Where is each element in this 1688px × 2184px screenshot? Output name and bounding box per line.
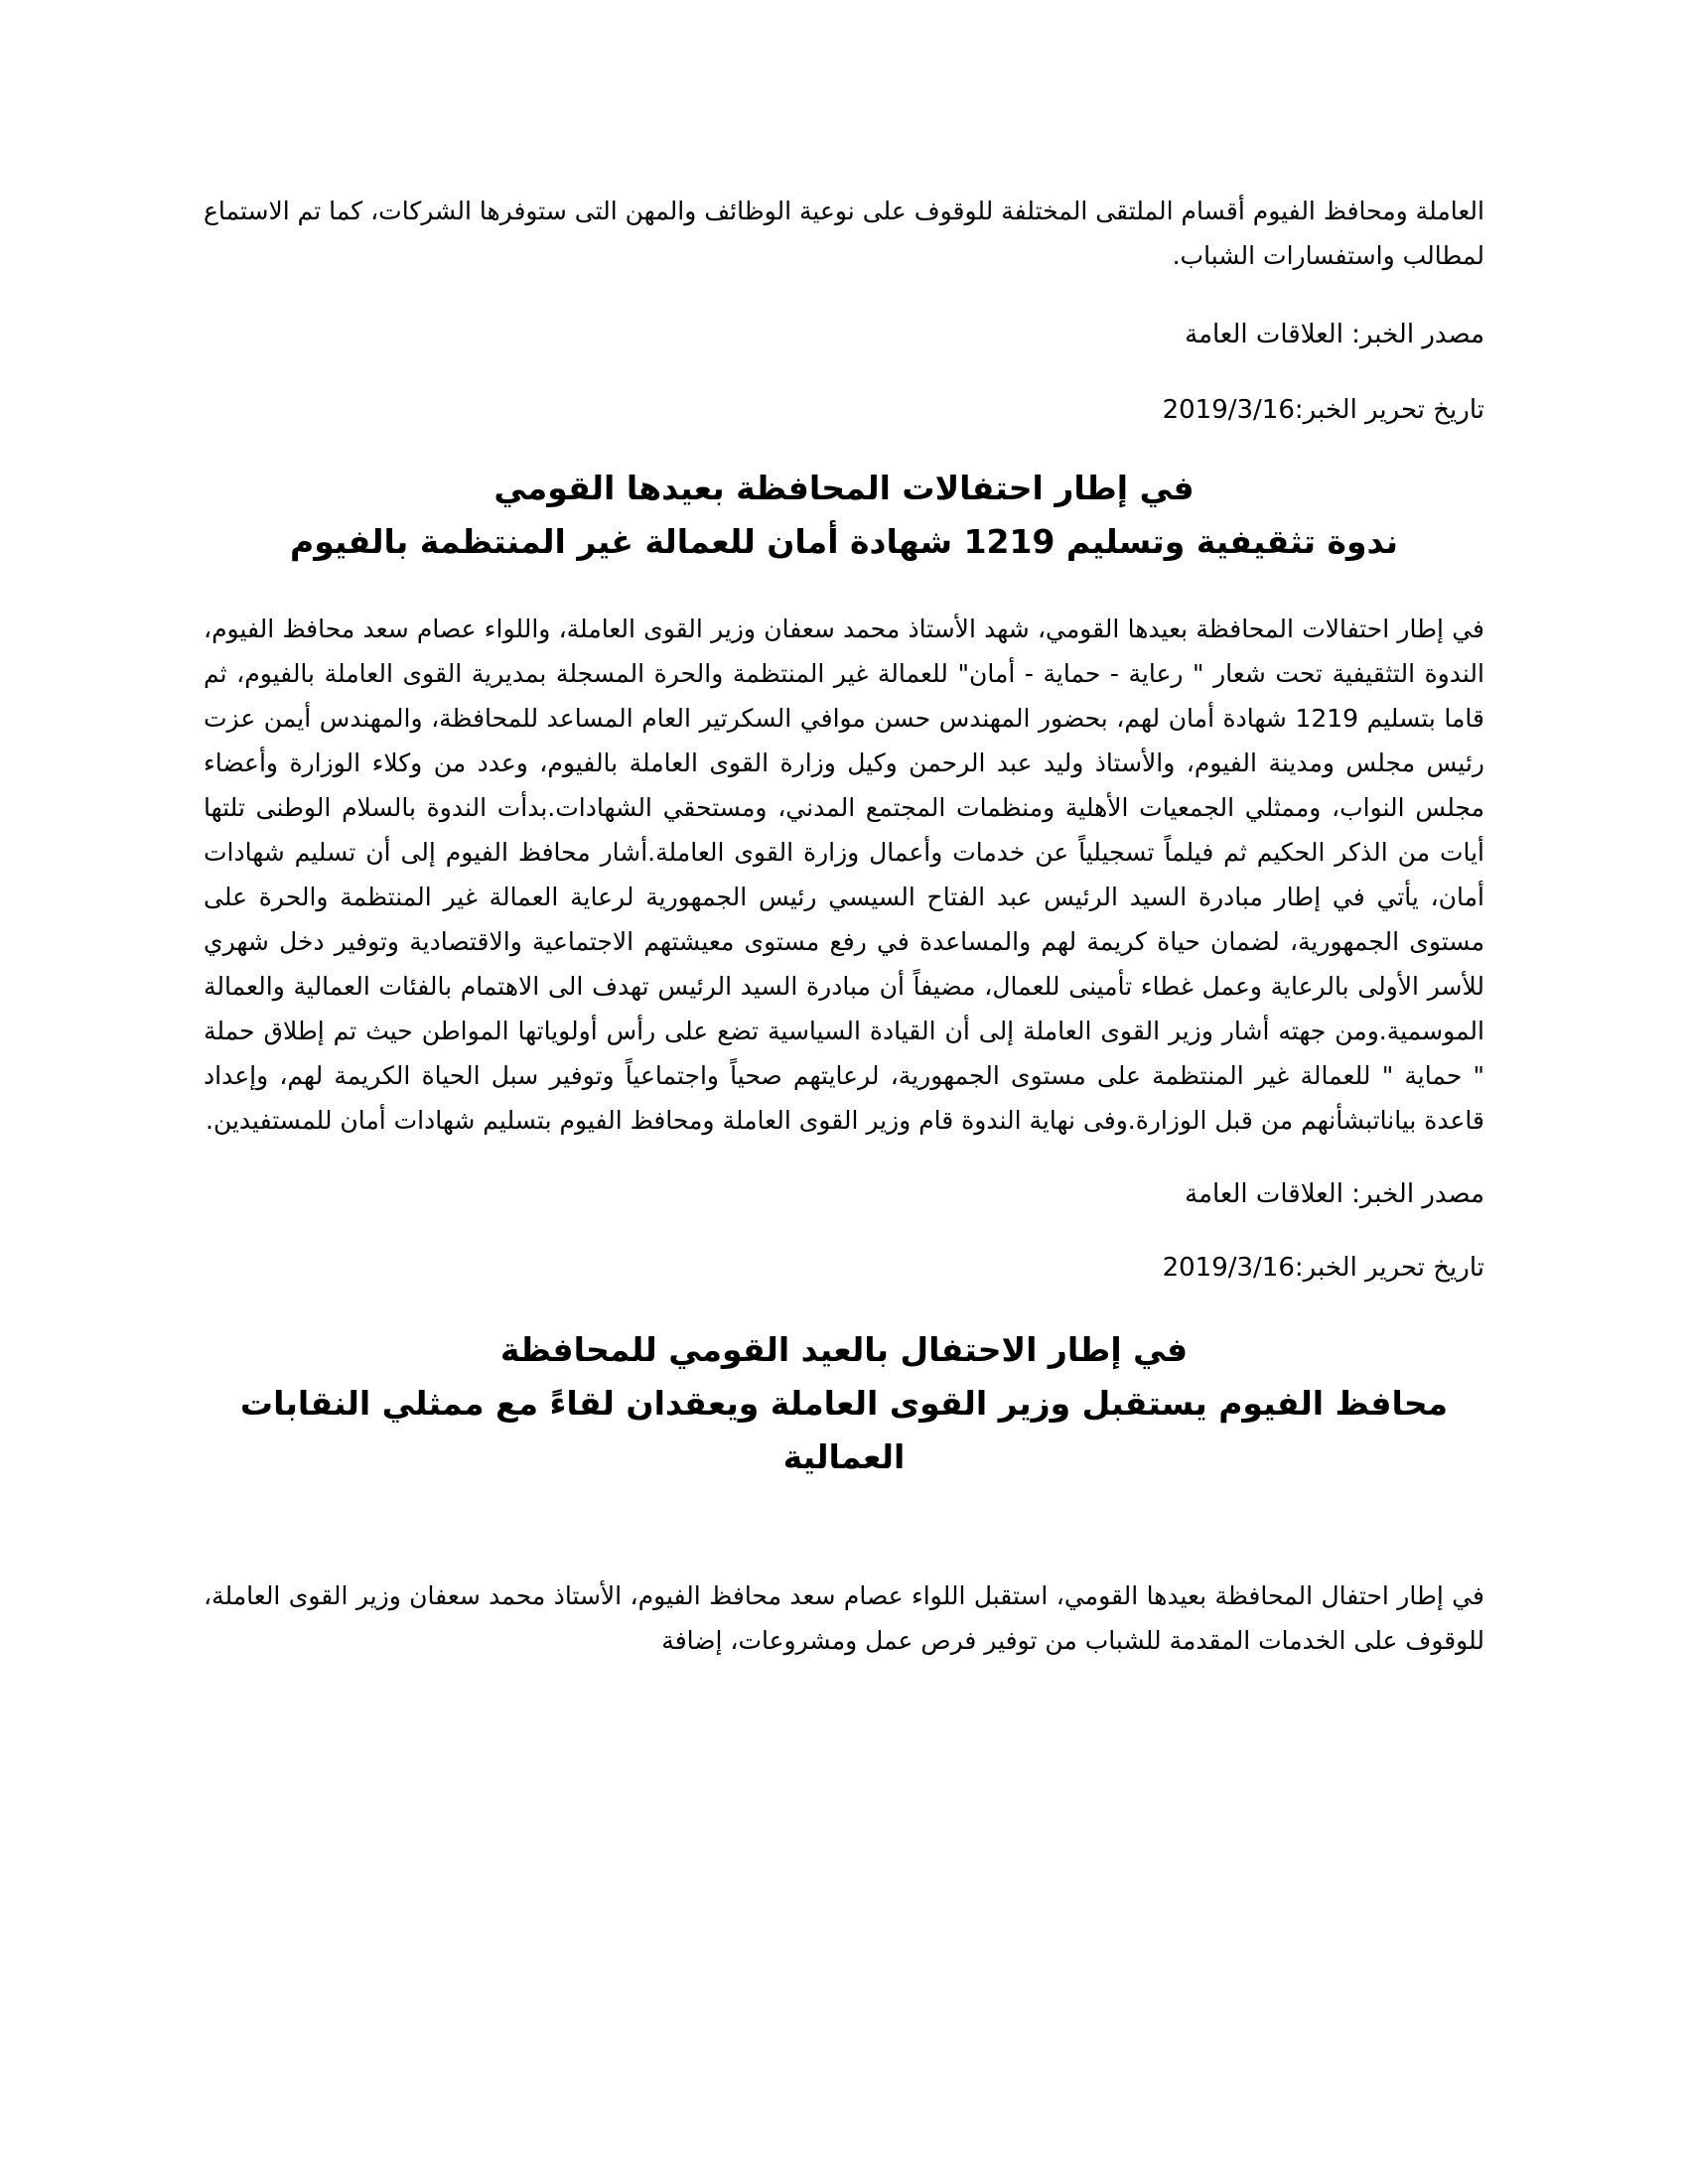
article-1-headline xyxy=(204,462,1484,569)
article-2-body: في إطار احتفال المحافظة بعيدها القومي، استقبل اللواء عصام سعد محافظ الفيوم، الأستاذ محمد سعفان وزير القوى العاملة، للوقوف على الخدمات المقدمة للشباب من توفير فرص عمل ومشروعات، إضافة xyxy=(204,1581,1484,1655)
continuation-paragraph: العاملة ومحافظ الفيوم أقسام الملتقى المختلفة للوقوف على نوعية الوظائف والمهن التى ستوفرها الشركات، كما تم الاستماع لمطالب واستفسارات الشباب. xyxy=(204,197,1484,270)
article-2-headline xyxy=(204,1323,1484,1484)
news-date-line: تاريخ تحرير الخبر:2019/3/16 xyxy=(1162,395,1484,425)
article-1-body: في إطار احتفالات المحافظة بعيدها القومي، شهد الأستاذ محمد سعفان وزير القوى العاملة، واللواء عصام سعد محافظ الفيوم، الندوة التثقيفية تحت شعار " رعاية - حماية - أمان" للعمالة غير المنتظمة والحرة المسجلة بمديرية القوى العاملة بالفيوم، ثم قاما بتسليم 1219 شهادة أمان لهم، بحضور المهندس حسن موافي السكرتير العام المساعد للمحافظة، والمهندس أيمن عزت رئيس مجلس ومدينة الفيوم، والأستاذ وليد عبد الرحمن وكيل وزارة القوى العاملة بالفيوم، وعدد من وكلاء الوزارة وأعضاء مجلس النواب، وممثلي الجمعيات الأهلية ومنظمات المجتمع المدني، ومستحقي الشهادات.بدأت الندوة بالسلام الوطنى تلتها أيات من الذكر الحكيم ثم فيلماً تسجيلياً عن خدمات وأعمال وزارة القوى العاملة.أشار محافظ الفيوم إلى أن تسليم شهادات أمان، يأتي في إطار مبادرة السيد الرئيس عبد الفتاح السيسي رئيس الجمهورية لرعاية العمالة غير المنتظمة والحرة على مستوى الجمهورية، لضمان حياة كريمة لهم والمساعدة في رفع مستوى معيشتهم الاجتماعية والاقتصادية وتوفير دخل شهري للأسر الأولى بالرعاية وعمل غطاء تأمينى للعمال، مضيفاً أن مبادرة السيد الرئيس تهدف الى الاهتمام بالفئات العمالية والعمالة الموسمية.ومن جهته أشار وزير القوى العاملة إلى أن القيادة السياسية تضع على رأس أولوياتها المواطن حيث تم إطلاق حملة " حماية " للعمالة غير المنتظمة على مستوى الجمهورية، لرعايتهم صحياً واجتماعياً وتوفير سبل الحياة الكريمة لهم، وإعداد قاعدة بياناتبشأنهم من قبل الوزارة.وفى نهاية الندوة قام وزير القوى العاملة ومحافظ الفيوم بتسليم شهادات أمان للمستفيدين. xyxy=(204,614,1485,1135)
article-2-headline-line-2: محافظ الفيوم يستقبل وزير القوى العاملة ويعقدان لقاءً مع ممثلي النقابات العمالية xyxy=(239,1384,1449,1476)
article-1-headline-line-2: ندوة تثقيفية وتسليم 1219 شهادة أمان للعمالة غير المنتظمة بالفيوم xyxy=(290,522,1398,561)
news-source-line: مصدر الخبر: العلاقات العامة xyxy=(1185,1179,1484,1209)
article-1-headline-line-1: في إطار احتفالات المحافظة بعيدها القومي xyxy=(493,469,1195,507)
news-date-line: تاريخ تحرير الخبر:2019/3/16 xyxy=(1162,1253,1484,1283)
news-source-line: مصدر الخبر: العلاقات العامة xyxy=(1185,320,1484,349)
article-2-headline-line-1: في إطار الاحتفال بالعيد القومي للمحافظة xyxy=(499,1330,1189,1369)
